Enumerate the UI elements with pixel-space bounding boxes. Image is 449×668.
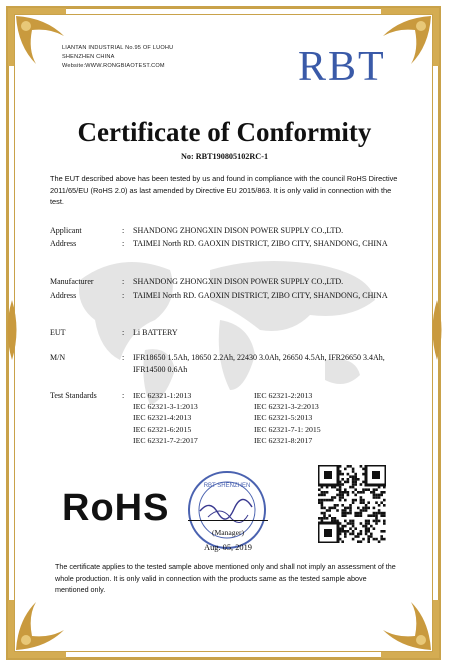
field-label: Test Standards [50, 391, 97, 400]
field-value: IFR18650 1.5Ah, 18650 2.2Ah, 22430 3.0Ah, 26650 4.5Ah, IFR26650 3.4Ah, IFR14500 0.6Ah [133, 353, 385, 374]
standards-column-left [133, 390, 198, 446]
standard-item: IEC 62321-5:2013 [254, 413, 313, 423]
standard-item: IEC 62321-1:2013 [133, 391, 192, 400]
standard-item: IEC 62321-7-2:2017 [133, 435, 198, 445]
standards-column-right [254, 390, 321, 446]
corner-ornament-icon [6, 590, 76, 660]
footer-note: The certificate applies to the tested sample above mentioned only and shall not imply an assessment of the whole production. It is only valid in connection with the products same as the tested sample above mentioned only. [55, 562, 396, 594]
certificate-title: Certificate of Conformity [77, 117, 372, 147]
standard-item: IEC 62321-3-2:2013 [254, 402, 319, 412]
qr-code-icon [318, 465, 386, 543]
field-colon: : [122, 353, 125, 362]
field-value: Li BATTERY [133, 328, 178, 337]
intro-paragraph: The EUT described above has been tested by us and found in compliance with the council RoHS Directive 2011/65/EU (RoHS 2.0) as last amended by Directive EU 2015/863. It is only valid in connection with the test. [50, 174, 398, 206]
field-colon: : [122, 291, 125, 300]
standard-item: IEC 62321-7-1: 2015 [254, 424, 321, 434]
standard-item: IEC 62321-6:2015 [133, 424, 192, 434]
field-colon: : [122, 226, 125, 235]
field-label: Address [50, 291, 77, 300]
corner-ornament-icon [371, 590, 441, 660]
standard-item: IEC 62321-8:2017 [254, 435, 313, 445]
field-colon: : [122, 277, 125, 286]
official-stamp-icon [186, 469, 268, 551]
field-value: TAIMEI North RD. GAOXIN DISTRICT, ZIBO CITY, SHANDONG, CHINA [133, 239, 388, 248]
standard-item: IEC 62321-3-1:2013 [133, 402, 198, 412]
issue-date: Aug. 05, 2019 [204, 543, 252, 552]
field-value: TAIMEI North RD. GAOXIN DISTRICT, ZIBO CITY, SHANDONG, CHINA [133, 291, 388, 300]
field-value: SHANDONG ZHONGXIN DISON POWER SUPPLY CO.,LTD. [133, 226, 344, 235]
standard-item: IEC 62321-2:2013 [254, 391, 313, 400]
field-label: Manufacturer [50, 277, 94, 286]
field-colon: : [122, 328, 125, 337]
rohs-mark: RoHS [62, 487, 170, 529]
certificate-number: No: RBT190805102RC-1 [180, 152, 269, 161]
side-ornament-icon [428, 300, 446, 360]
field-label: Address [50, 239, 77, 248]
header-line: LIANTAN INDUSTRIAL No.95 OF LUOHU [62, 45, 174, 51]
field-value: SHANDONG ZHONGXIN DISON POWER SUPPLY CO.,LTD. [133, 277, 344, 286]
header-line: SHENZHEN CHINA [62, 54, 115, 60]
field-colon: : [122, 391, 125, 400]
field-label: Applicant [50, 226, 82, 235]
company-header [62, 44, 173, 71]
standard-item: IEC 62321-4:2013 [133, 413, 192, 423]
signature-line [188, 520, 268, 521]
manager-label: (Manager) [211, 528, 245, 537]
stamp-text: RBT SHENZHEN [203, 483, 251, 489]
field-label: M/N [50, 353, 66, 362]
world-map-watermark [60, 240, 390, 410]
field-colon: : [122, 239, 125, 248]
rbt-logo: RBT [298, 44, 386, 90]
side-ornament-icon [3, 300, 21, 360]
header-website: Website:WWW.RONGBIAOTEST.COM [62, 63, 165, 69]
field-label: EUT [50, 328, 66, 337]
